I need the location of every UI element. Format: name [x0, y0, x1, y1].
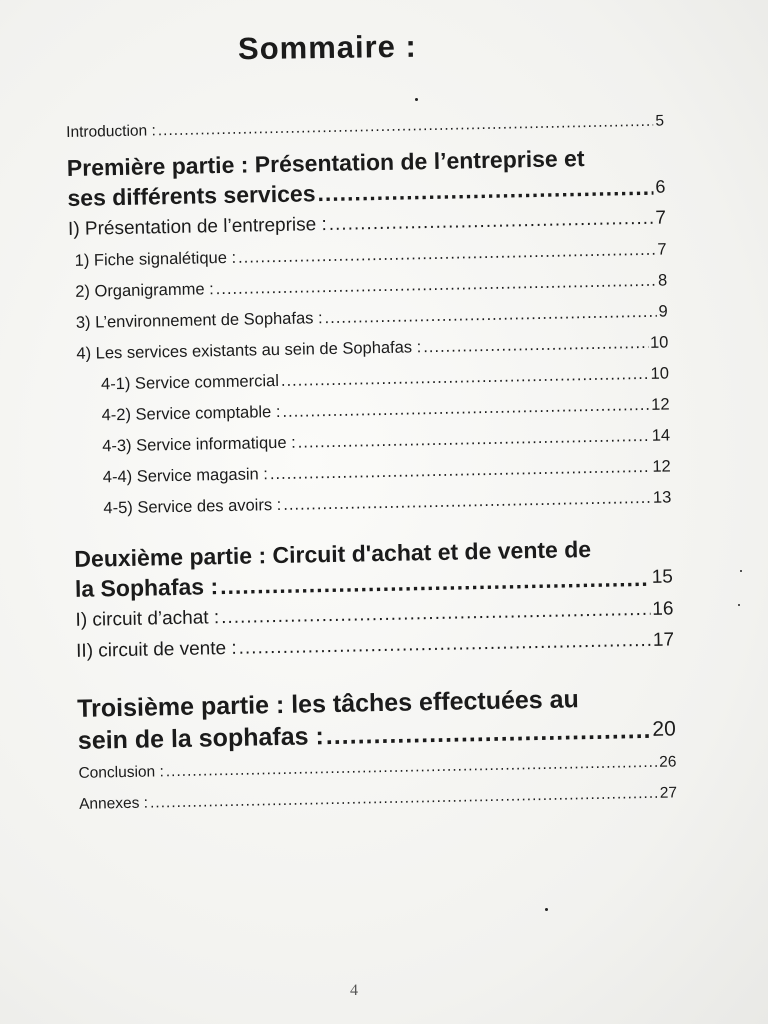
toc-entry — [69, 269, 667, 302]
toc-label: Annexes : — [78, 794, 149, 813]
toc-entry — [73, 455, 671, 488]
dot-leader — [283, 487, 651, 516]
dot-leader — [166, 752, 658, 783]
toc-page: 13 — [652, 488, 672, 507]
toc-label: 4-5) Service des avoirs : — [103, 495, 282, 518]
toc-label: 2) Organigramme : — [75, 280, 214, 301]
table-of-contents — [66, 111, 677, 825]
dot-leader — [423, 332, 648, 358]
toc-page: 7 — [655, 207, 667, 229]
scan-speck — [738, 604, 740, 606]
part1-title-line2: ses différents services — [67, 180, 316, 211]
toc-label: I) circuit d’achat : — [75, 607, 220, 631]
toc-label: I) Présentation de l’entreprise : — [67, 214, 327, 240]
toc-page: 12 — [652, 457, 671, 476]
toc-entry — [75, 598, 673, 631]
toc-entry — [70, 300, 668, 333]
dot-leader — [238, 239, 656, 269]
scan-speck — [740, 570, 742, 572]
toc-entry — [72, 424, 670, 457]
toc-entry — [71, 393, 669, 426]
page-number: 4 — [350, 982, 358, 999]
toc-label: Introduction : — [66, 122, 156, 141]
page-title: Sommaire : — [237, 28, 418, 67]
toc-page: 15 — [651, 566, 674, 588]
toc-entry-annexes — [79, 782, 677, 815]
dot-leader — [324, 301, 656, 329]
scan-speck — [415, 98, 418, 101]
toc-page: 5 — [655, 112, 665, 130]
toc-entry — [76, 629, 674, 662]
dot-leader — [281, 363, 649, 392]
part2-title-line1: Deuxième partie : Circuit d'achat et de vente de — [74, 536, 592, 572]
toc-page: 27 — [659, 784, 678, 802]
toc-label: 3) L’environnement de Sophafas : — [75, 309, 323, 332]
toc-page: 7 — [657, 240, 667, 259]
toc-entry — [70, 331, 668, 364]
part1-heading — [67, 142, 666, 213]
toc-page: 16 — [652, 598, 674, 620]
dot-leader — [150, 783, 658, 815]
toc-page: 9 — [658, 302, 668, 321]
toc-page: 14 — [651, 426, 671, 445]
toc-label: 4-1) Service commercial — [100, 371, 280, 394]
toc-entry-introduction — [66, 111, 664, 144]
toc-entry — [71, 362, 669, 395]
toc-entry-conclusion — [78, 751, 676, 784]
toc-label: II) circuit de vente : — [75, 637, 237, 662]
toc-page: 12 — [651, 395, 670, 414]
toc-page: 10 — [650, 364, 670, 383]
dot-leader — [238, 630, 651, 660]
toc-label: 4) Les services existants au sein de Sophafas : — [76, 338, 422, 363]
toc-label: 1) Fiche signalétique : — [74, 248, 237, 270]
toc-page: 10 — [649, 333, 669, 352]
dot-leader — [329, 208, 654, 236]
toc-entry — [73, 486, 671, 519]
dot-leader — [215, 270, 656, 300]
dot-leader — [158, 111, 654, 143]
part1-title-line1: Première partie : Présentation de l’entreprise et — [66, 145, 585, 181]
part3-heading — [77, 681, 676, 756]
dot-leader — [317, 172, 653, 208]
toc-label: 4-3) Service informatique : — [102, 433, 296, 456]
dot-leader — [221, 599, 651, 629]
toc-page: 6 — [655, 176, 666, 197]
toc-entry — [68, 208, 666, 241]
toc-entry — [68, 238, 666, 271]
toc-page: 26 — [658, 753, 677, 771]
dot-leader — [282, 394, 649, 423]
toc-page: 8 — [657, 271, 668, 290]
dot-leader — [270, 456, 651, 485]
toc-label: 4-4) Service magasin : — [102, 465, 269, 487]
toc-label: Conclusion : — [78, 763, 164, 782]
dot-leader — [297, 425, 649, 454]
toc-label: 4-2) Service comptable : — [101, 402, 281, 425]
part3-title-line1: Troisième partie : les tâches effectuées au — [77, 685, 580, 723]
toc-page: 20 — [652, 717, 676, 741]
part3-title-line2: sein de la sophafas : — [77, 722, 325, 755]
part2-heading — [74, 532, 673, 603]
toc-page: 17 — [652, 629, 675, 651]
dot-leader — [325, 714, 650, 752]
scan-speck — [545, 908, 548, 911]
part2-title-line2: la Sophafas : — [74, 573, 219, 602]
